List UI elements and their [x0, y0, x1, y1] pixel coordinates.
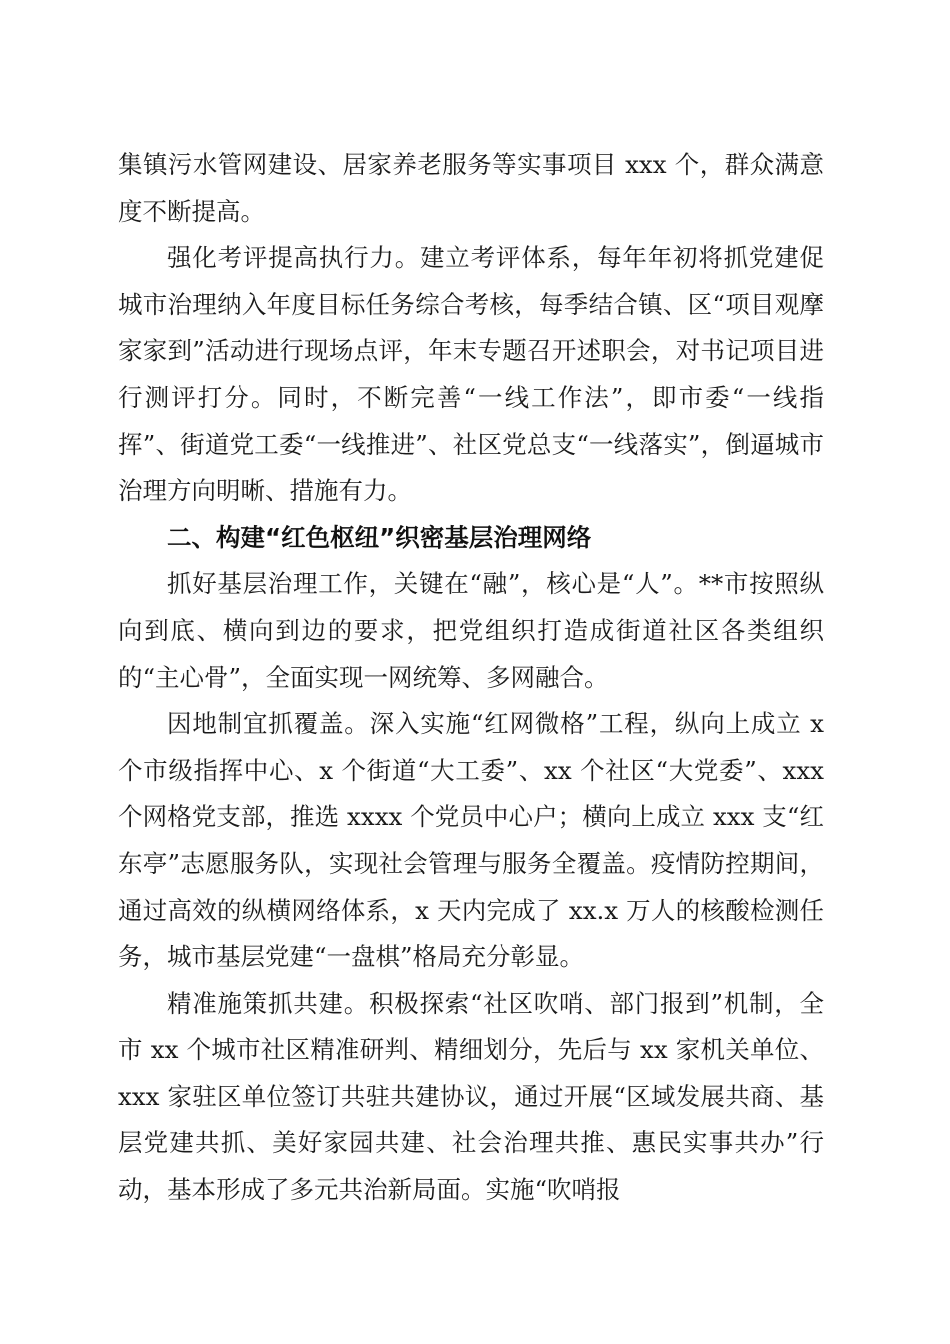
paragraph-co-construction: 精准施策抓共建。积极探索“社区吹哨、部门报到”机制，全市 xx 个城市社区精准研判、精细划分，先后与 xx 家机关单位、xxx 家驻区单位签订共驻共建协议，通过开展“区域发展共商、基层党建共抓、美好家园共建、社会治理共推、惠民实事共办”行动，基本形成了多元共治新局面。实施“吹哨报	[118, 988, 824, 1205]
section-heading: 二、构建“红色枢纽”织密基层治理网络	[167, 522, 592, 552]
document-body	[118, 142, 824, 1214]
paragraph-governance-intro: 抓好基层治理工作，关键在“融”，核心是“人”。**市按照纵向到底、横向到边的要求，把党组织打造成街道社区各类组织的“主心骨”，全面实现一网统筹、多网融合。	[118, 569, 824, 692]
paragraph-coverage: 因地制宜抓覆盖。深入实施“红网微格”工程，纵向上成立 x 个市级指挥中心、x 个街道“大工委”、xx 个社区“大党委”、xxx 个网格党支部，推选 xxxx 个党员中心户；横向上成立 xxx 支“红东亭”志愿服务队，实现社会管理与服务全覆盖。疫情防控期间，通过高效的纵横网络体系，x 天内完成了 xx.x 万人的核酸检测任务，城市基层党建“一盘棋”格局充分彰显。	[118, 709, 824, 972]
paragraph-continuation: 集镇污水管网建设、居家养老服务等实事项目 xxx 个，群众满意度不断提高。	[118, 150, 824, 226]
paragraph-evaluation: 强化考评提高执行力。建立考评体系，每年年初将抓党建促城市治理纳入年度目标任务综合考核，每季结合镇、区“项目观摩家家到”活动进行现场点评，年末专题召开述职会，对书记项目进行测评打分。同时，不断完善“一线工作法”，即市委“一线指挥”、街道党工委“一线推进”、社区党总支“一线落实”，倒逼城市治理方向明晰、措施有力。	[118, 243, 824, 506]
